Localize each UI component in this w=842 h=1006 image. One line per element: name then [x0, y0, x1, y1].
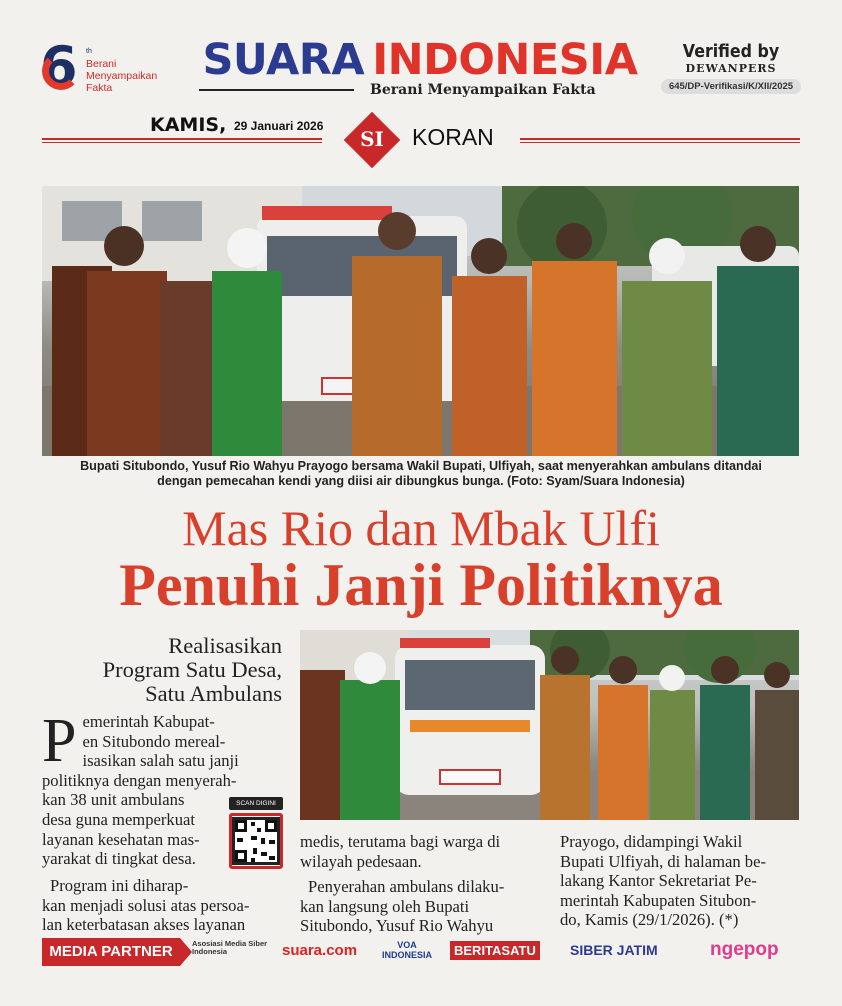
- subheadline-line: Satu Ambulans: [145, 681, 282, 706]
- partner-beritasatu-logo[interactable]: BERITASATU: [450, 941, 540, 960]
- subheadline-line: Program Satu Desa,: [102, 657, 282, 682]
- date-label: 29 Januari 2026: [234, 119, 324, 133]
- section-label: KORAN: [412, 124, 494, 150]
- media-partner-label: MEDIA PARTNER: [42, 938, 180, 966]
- subheadline-line: Realisasikan: [168, 633, 282, 658]
- article-line: medis, terutama bagi warga di: [300, 832, 501, 851]
- verified-subtitle: DEWANPERS: [685, 62, 777, 75]
- masthead-word-indonesia: INDONESIA: [372, 35, 638, 85]
- article-line: Situbondo, Yusuf Rio Wahyu: [300, 916, 494, 936]
- headline-line2: Penuhi Janji Politiknya: [119, 552, 723, 618]
- divider-line: [520, 142, 800, 143]
- article-line: emerintah Kabupat-: [82, 712, 215, 731]
- article-line: kan langsung oleh Bupati: [300, 896, 470, 916]
- article-line: politiknya dengan menyerah-: [42, 770, 237, 790]
- anniversary-suffix: th: [86, 48, 92, 55]
- anniversary-tagline: [86, 58, 186, 94]
- drop-cap: P: [42, 707, 77, 775]
- anniversary-tagline-line: Berani: [86, 58, 117, 70]
- article-line: merintah Kabupaten Situbon-: [560, 890, 757, 910]
- partner-suara-logo[interactable]: suara.com: [282, 942, 358, 959]
- main-photo-ambulances: [300, 630, 799, 820]
- article-line: lakang Kantor Sekretariat Pe-: [560, 871, 757, 891]
- partner-siberjatim-logo[interactable]: SIBER JATIM: [570, 942, 658, 958]
- article-line: kan 38 unit ambulans: [42, 790, 185, 810]
- top-photo-illustration: [42, 186, 799, 456]
- masthead-rule: [199, 89, 354, 91]
- article-column-2: [300, 832, 540, 936]
- article-line: Penyerahan ambulans dilaku-: [308, 877, 505, 897]
- media-partner-bar: [42, 938, 799, 966]
- headline-line1: Mas Rio dan Mbak Ulfi: [182, 500, 660, 556]
- article-line: yarakat di tingkat desa.: [42, 849, 196, 869]
- divider-line: [520, 138, 800, 140]
- article-line: do, Kamis (29/1/2026). (*): [560, 910, 739, 930]
- partner-voa-logo[interactable]: VOA INDONESIA: [382, 940, 433, 960]
- partner-amsi-logo[interactable]: Asosiasi Media Siber Indonesia: [192, 939, 268, 956]
- masthead-tagline: Berani Menyampaikan Fakta: [370, 82, 596, 98]
- verified-badge: [658, 42, 804, 94]
- day-label: KAMIS,: [150, 114, 227, 136]
- anniversary-ring-icon: [42, 52, 80, 90]
- article-line: Program ini diharap-: [50, 876, 189, 895]
- article-line: en Situbondo mereal-: [82, 731, 226, 751]
- masthead-word-suara: SUARA: [202, 35, 365, 85]
- qr-code-icon[interactable]: [232, 817, 280, 865]
- anniversary-badge: [40, 35, 180, 102]
- divider-line: [42, 138, 322, 140]
- anniversary-tagline-line: Menyampaikan: [86, 70, 158, 82]
- dateline-bar: [0, 108, 842, 170]
- partner-ngepop-logo[interactable]: ngepop: [710, 939, 779, 960]
- article-line: kan menjadi solusi atas persoa-: [42, 895, 250, 915]
- main-photo-illustration: [300, 630, 799, 820]
- qr-pattern: [235, 820, 277, 862]
- article-column-3: [560, 832, 800, 930]
- photo-caption: Bupati Situbondo, Yusuf Rio Wahyu Prayogo bersama Wakil Bupati, Ulfiyah, saat menyerahkan ambulans ditandai dengan pemecahan kendi yang diisi air dibungkus bunga. (Foto: Syam/Suara Indonesia): [80, 459, 762, 488]
- article-line: layanan kesehatan mas-: [42, 829, 200, 849]
- si-logo: [344, 112, 400, 168]
- anniversary-tagline-line: Fakta: [86, 82, 113, 94]
- anniversary-number: 6: [40, 40, 78, 94]
- qr-label: SCAN DIGINI: [229, 797, 283, 810]
- qr-code-block[interactable]: [229, 797, 283, 869]
- masthead-title: [195, 36, 645, 84]
- article-line: desa guna memperkuat: [42, 809, 195, 829]
- verified-title: Verified by: [682, 41, 780, 62]
- article-line: Bupati Ulfiyah, di halaman be-: [560, 851, 766, 871]
- media-partner-arrow: [180, 938, 192, 966]
- top-photo-ambulance-handover: [42, 186, 799, 456]
- article-line: lan keterbatasan akses layanan: [42, 915, 246, 935]
- masthead-logo[interactable]: [195, 36, 645, 100]
- verification-code: 645/DP-Verifikasi/K/XII/2025: [661, 79, 801, 94]
- si-logo-text: SI: [360, 127, 384, 151]
- article-line: Prayogo, didampingi Wakil: [560, 832, 743, 851]
- article-line: isasikan salah satu janji: [82, 751, 239, 771]
- article-line: wilayah pedesaan.: [300, 851, 422, 871]
- subheadline: [42, 634, 282, 706]
- article-paragraph-2: [42, 876, 284, 935]
- divider-line: [42, 142, 322, 143]
